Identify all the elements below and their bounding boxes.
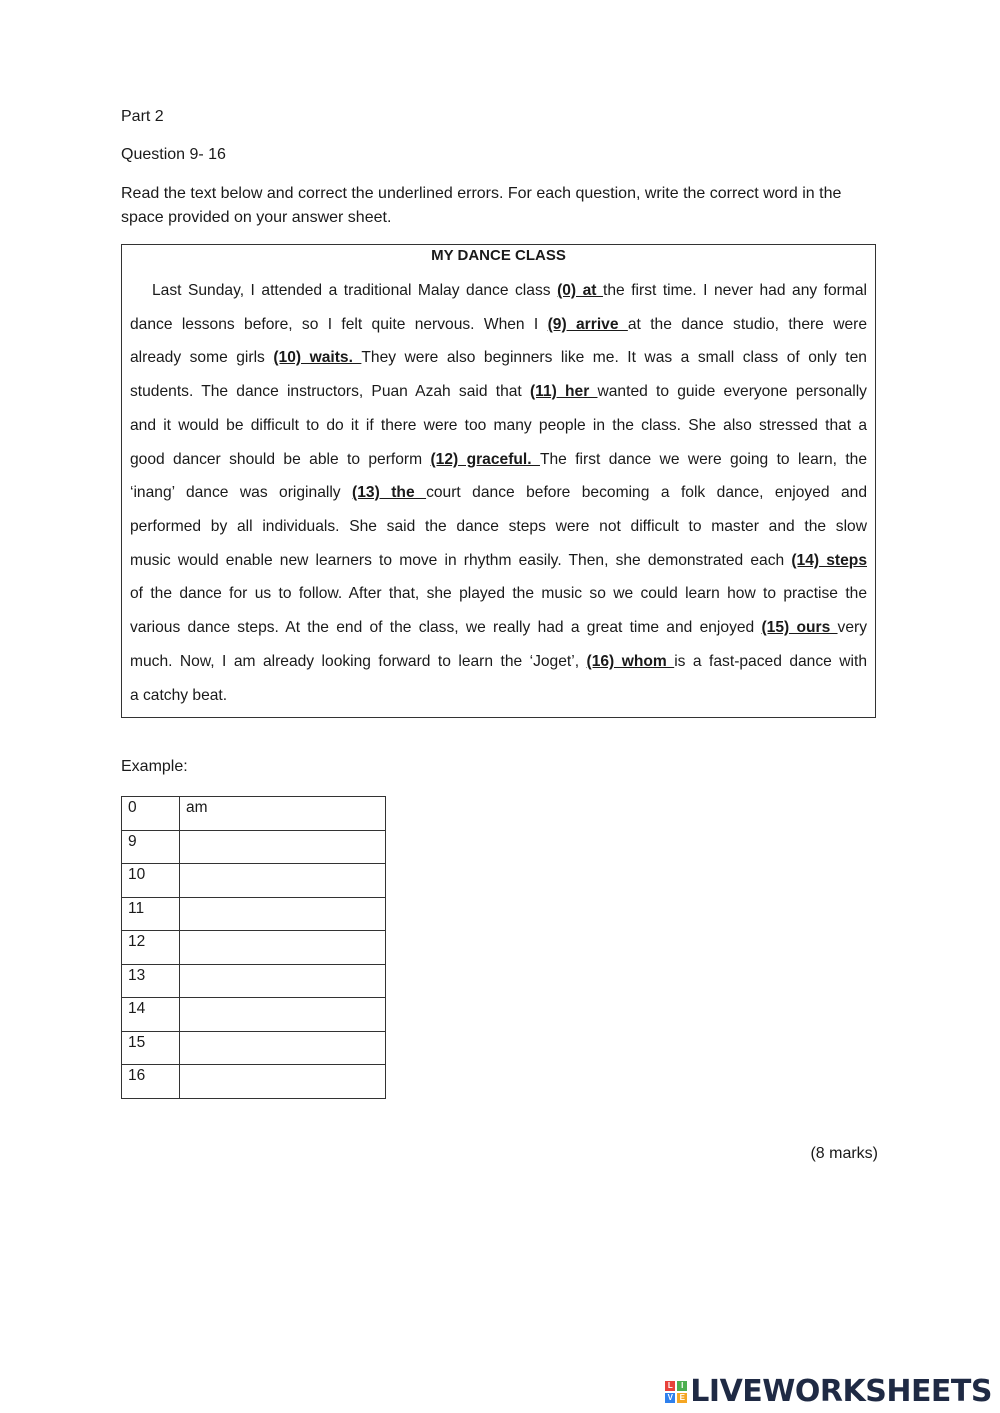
answer-cell[interactable] xyxy=(180,830,386,864)
passage-text-segment: of the dance for us to follow. After that, she played the music so we could learn how to practise the xyxy=(130,585,867,602)
passage-line xyxy=(130,448,867,472)
answer-cell[interactable] xyxy=(180,1031,386,1065)
logo-badge-square: L xyxy=(665,1381,675,1391)
underlined-error: (11) her xyxy=(529,383,598,400)
answer-cell[interactable] xyxy=(180,964,386,998)
passage-line xyxy=(130,515,867,539)
passage-text-segment: already some girls xyxy=(130,349,274,366)
table-row xyxy=(122,797,386,831)
passage-line xyxy=(130,414,867,438)
watermark-text: LIVEWORKSHEETS xyxy=(690,1374,992,1409)
passage-line xyxy=(130,279,867,303)
answer-cell[interactable] xyxy=(180,998,386,1032)
answer-cell[interactable] xyxy=(180,1065,386,1099)
question-number: 10 xyxy=(122,864,180,898)
passage-text-segment: wanted to guide everyone personally xyxy=(597,383,867,400)
underlined-error: (14) steps xyxy=(791,552,867,569)
part-label: Part 2 xyxy=(121,108,164,125)
passage-line xyxy=(130,650,867,674)
passage-text-segment: at the dance studio, there were xyxy=(627,316,867,333)
passage-text-segment: good dancer should be able to perform xyxy=(130,451,431,468)
question-number: 11 xyxy=(122,897,180,931)
passage-text-segment: students. The dance instructors, Puan Azah said that xyxy=(130,383,530,400)
passage-text-segment: ‘inang’ dance was originally xyxy=(130,484,353,501)
question-number: 13 xyxy=(122,964,180,998)
underlined-error: (0) at xyxy=(557,282,604,299)
marks-label: (8 marks) xyxy=(810,1145,878,1162)
question-label: Question 9- 16 xyxy=(121,146,226,163)
table-row xyxy=(122,1065,386,1099)
logo-badge-square: E xyxy=(677,1393,687,1403)
passage-title: MY DANCE CLASS xyxy=(431,247,566,264)
passage-text-segment: very xyxy=(837,619,867,636)
passage-text-segment: performed by all individuals. She said the dance steps were not difficult to master and the slow xyxy=(130,518,867,535)
example-label: Example: xyxy=(121,758,188,775)
passage-line xyxy=(130,549,867,573)
passage-line xyxy=(130,616,867,640)
passage-line xyxy=(130,481,867,505)
answer-cell: am xyxy=(180,797,386,831)
question-number: 15 xyxy=(122,1031,180,1065)
passage-text-segment: They were also beginners like me. It was a small class of only ten xyxy=(361,349,867,366)
table-row xyxy=(122,931,386,965)
passage-text-segment: court dance before becoming a folk dance, enjoyed and xyxy=(426,484,867,501)
question-number: 14 xyxy=(122,998,180,1032)
table-row xyxy=(122,830,386,864)
underlined-error: (10) waits. xyxy=(273,349,362,366)
underlined-error: (12) graceful. xyxy=(430,451,540,468)
table-row xyxy=(122,1031,386,1065)
logo-badge-square: V xyxy=(665,1393,675,1403)
table-row xyxy=(122,897,386,931)
underlined-error: (13) the xyxy=(352,484,427,501)
underlined-error: (9) arrive xyxy=(547,316,628,333)
logo-badge-square: I xyxy=(677,1381,687,1391)
passage-text-segment: The first dance we were going to learn, the xyxy=(539,451,867,468)
passage-text-segment: music would enable new learners to move in rhythm easily. Then, she demonstrated each xyxy=(130,552,792,569)
passage-text-segment: various dance steps. At the end of the class, we really had a great time and enjoyed xyxy=(130,619,762,636)
answer-cell[interactable] xyxy=(180,897,386,931)
question-number: 0 xyxy=(122,797,180,831)
answer-cell[interactable] xyxy=(180,864,386,898)
answer-cell[interactable] xyxy=(180,931,386,965)
question-number: 9 xyxy=(122,830,180,864)
passage-line xyxy=(130,313,867,337)
logo-badge-icon xyxy=(665,1381,687,1403)
table-row xyxy=(122,964,386,998)
passage-text-segment: and it would be difficult to do it if there were too many people in the class. She also stressed that a xyxy=(130,417,867,434)
underlined-error: (15) ours xyxy=(761,619,838,636)
answer-table xyxy=(121,796,386,1099)
passage-text-segment: dance lessons before, so I felt quite nervous. When I xyxy=(130,316,548,333)
passage-line xyxy=(130,582,867,606)
instructions: Read the text below and correct the underlined errors. For each question, write the correct word in the space provided on your answer sheet. xyxy=(121,185,842,226)
table-row xyxy=(122,864,386,898)
question-number: 12 xyxy=(122,931,180,965)
passage-text-segment: is a fast-paced dance with xyxy=(674,653,867,670)
passage-text-segment: a catchy beat. xyxy=(130,687,228,704)
passage-line xyxy=(130,346,867,370)
passage-text-segment: much. Now, I am already looking forward to learn the ‘Joget’, xyxy=(130,653,587,670)
table-row xyxy=(122,998,386,1032)
passage-box xyxy=(121,244,876,718)
watermark-logo xyxy=(665,1374,992,1409)
passage-text-segment: Last Sunday, I attended a traditional Malay dance class xyxy=(152,282,558,299)
passage-text-segment: the first time. I never had any formal xyxy=(603,282,867,299)
passage-line xyxy=(130,380,867,404)
passage-line xyxy=(130,684,867,708)
underlined-error: (16) whom xyxy=(586,653,675,670)
question-number: 16 xyxy=(122,1065,180,1099)
